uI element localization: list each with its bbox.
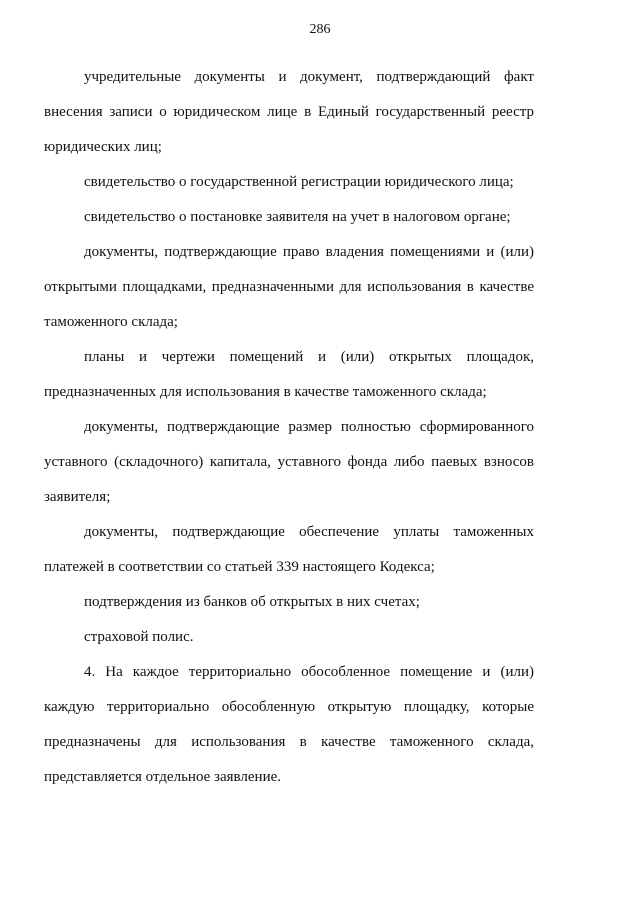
page-number: 286: [309, 22, 331, 37]
paragraph: документы, подтверждающие размер полностью сформированного уставного (складочного) капитала, уставного фонда либо паевых взносов заявителя;: [44, 419, 534, 505]
paragraph: документы, подтверждающие обеспечение уплаты таможенных платежей в соответствии со статьей 339 настоящего Кодекса;: [44, 524, 534, 575]
paragraph: документы, подтверждающие право владения помещениями и (или) открытыми площадками, предназначенными для использования в качестве таможенного склада;: [44, 244, 534, 330]
paragraph: свидетельство о постановке заявителя на учет в налоговом органе;: [84, 209, 511, 225]
paragraph: планы и чертежи помещений и (или) открытых площадок, предназначенных для использования в качестве таможенного склада;: [44, 349, 534, 400]
document-body: [44, 60, 534, 795]
paragraph: подтверждения из банков об открытых в них счетах;: [84, 594, 420, 610]
paragraph: 4. На каждое территориально обособленное помещение и (или) каждую территориально обособленную открытую площадку, которые предназначены для использования в качестве таможенного склада, представляется отдельное заявление.: [44, 664, 534, 785]
paragraph: учредительные документы и документ, подтверждающий факт внесения записи о юридическом лице в Единый государственный реестр юридических лиц;: [44, 69, 534, 155]
paragraph: свидетельство о государственной регистрации юридического лица;: [84, 174, 514, 190]
paragraph: страховой полис.: [84, 629, 194, 645]
